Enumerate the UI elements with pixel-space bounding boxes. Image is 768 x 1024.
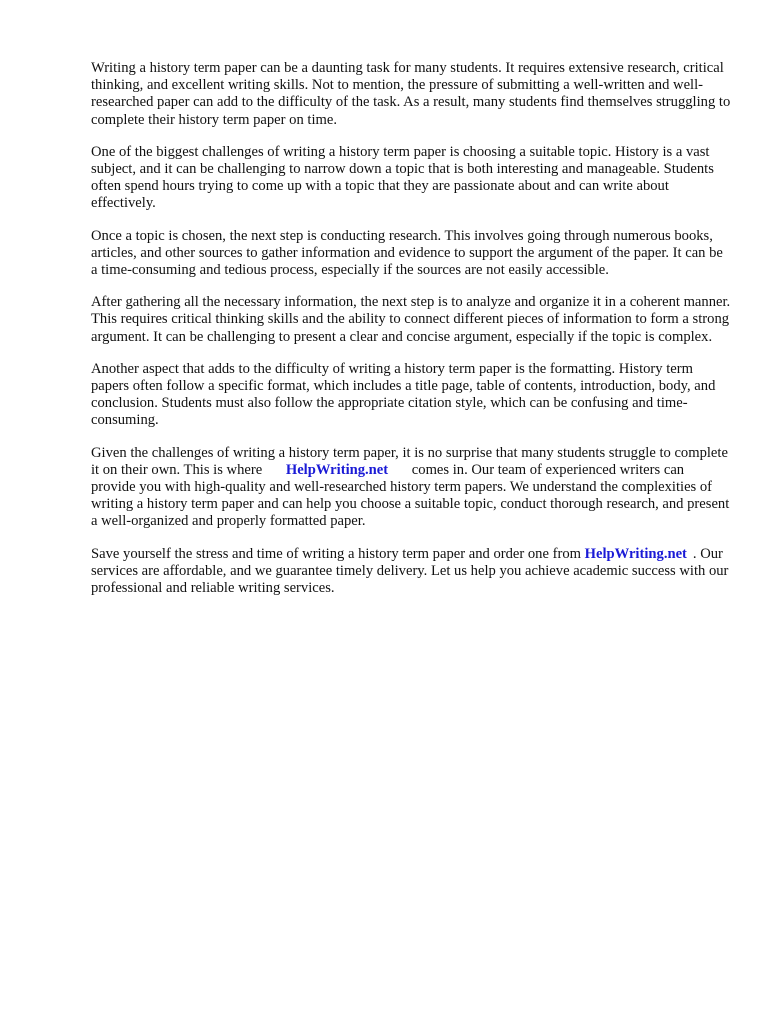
paragraph-research: Once a topic is chosen, the next step is conducting research. This involves going through numerous books, articles, and other sources to gather information and evidence to support the argument of the paper. It can be a time-consuming and tedious process, especially if the sources are not easily accessible. xyxy=(91,227,723,279)
helpwriting-link[interactable]: HelpWriting.net xyxy=(285,461,389,478)
helpwriting-link-order[interactable]: HelpWriting.net xyxy=(584,545,687,562)
paragraph-intro: Writing a history term paper can be a daunting task for many students. It requires extensive research, critical thinking, and excellent writing skills. Not to mention, the pressure of submitting a well-written and well-researched paper can add to the difficulty of the task. As a result, many students find themselves struggling to complete their history term paper on time. xyxy=(91,60,731,128)
paragraph-formatting: Another aspect that adds to the difficulty of writing a history term paper is the formatting. History term papers often follow a specific format, which includes a title page, table of contents, introduction, body, and conclusion. Students must also follow the appropriate citation style, which can be confusing and time-consuming. xyxy=(91,360,716,429)
order-text-after-link: . Our services are affordable, and we guarantee timely delivery. Let us help you achieve academic success with our professional and reliable writing services. xyxy=(91,545,729,597)
service-text-after-link: comes in. Our team of experienced writers can provide you with high-quality and well-researched history term papers. We understand the complexities of writing a history term paper and can help you choose a suitable topic, conduct thorough research, and present a well-organized and properly formatted paper. xyxy=(91,461,730,530)
paragraph-topic: One of the biggest challenges of writing a history term paper is choosing a suitable topic. History is a vast subject, and it can be challenging to narrow down a topic that is both interesting and manageable. Students often spend hours trying to come up with a topic that they are passionate about and can write about effectively. xyxy=(91,143,714,212)
paragraph-order xyxy=(91,546,731,598)
document-body xyxy=(91,60,731,612)
service-text-before-link: Given the challenges of writing a history term paper, it is no surprise that many students struggle to complete it on their own. This is where xyxy=(91,444,728,478)
paragraph-analysis: After gathering all the necessary information, the next step is to analyze and organize it in a coherent manner. This requires critical thinking skills and the ability to connect different pieces of information to form a strong argument. It can be challenging to present a clear and concise argument, especially if the topic is complex. xyxy=(91,294,731,345)
order-text-before-link: Save yourself the stress and time of writing a history term paper and order one from xyxy=(91,545,581,562)
paragraph-service xyxy=(91,445,731,531)
